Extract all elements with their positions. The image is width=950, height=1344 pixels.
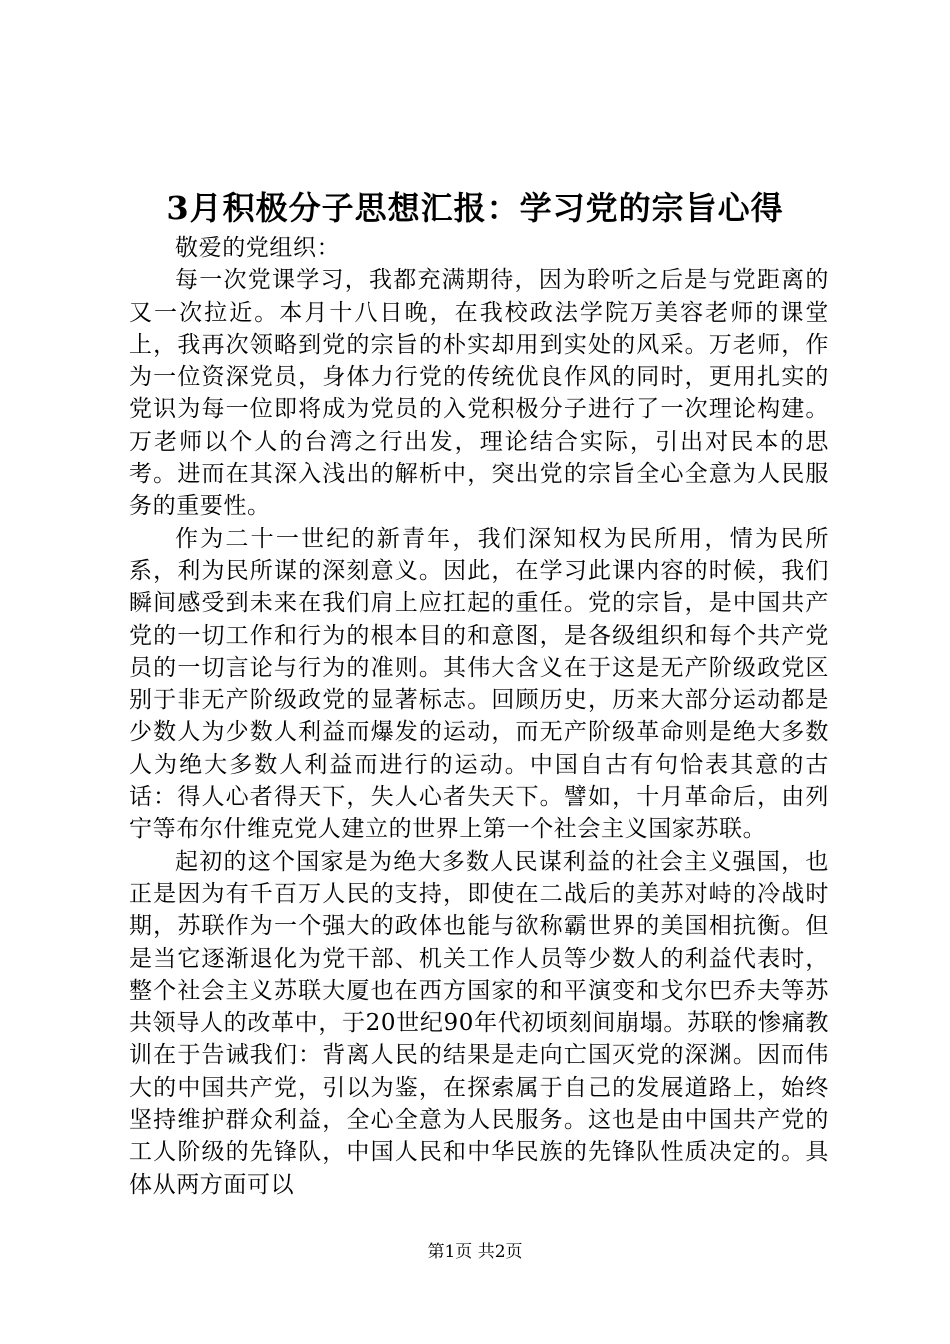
salutation: 敬爱的党组织： bbox=[175, 235, 341, 261]
document-body bbox=[129, 232, 829, 1201]
paragraph-3: 起初的这个国家是为绝大多数人民谋利益的社会主义强国，也正是因为有千百万人民的支持，即使在二战后的美苏对峙的冷战时期，苏联作为一个强大的政体也能与欲称霸世界的美国相抗衡。但是当它逐渐退化为党干部、机关工作人员等少数人的利益代表时，整个社会主义苏联大厦也在西方国家的和平演变和戈尔巴乔夫等苏共领导人的改革中，于20世纪90年代初顷刻间崩塌。苏联的惨痛教训在于告诫我们：背离人民的结果是走向亡国灭党的深渊。因而伟大的中国共产党，引以为鉴，在探索属于自己的发展道路上，始终坚持维护群众利益，全心全意为人民服务。这也是由中国共产党的工人阶级的先锋队，中国人民和中华民族的先锋队性质决定的。具体从两方面可以 bbox=[129, 848, 829, 1198]
page-number-footer: 第1页 共2页 bbox=[427, 1242, 523, 1262]
paragraph-2: 作为二十一世纪的新青年，我们深知权为民所用，情为民所系，利为民所谋的深刻意义。因此，在学习此课内容的时候，我们瞬间感受到未来在我们肩上应扛起的重任。党的宗旨，是中国共产党的一切工作和行为的根本目的和意图，是各级组织和每个共产党员的一切言论与行为的准则。其伟大含义在于这是无产阶级政党区别于非无产阶级政党的显著标志。回顾历史，历来大部分运动都是少数人为少数人利益而爆发的运动，而无产阶级革命则是绝大多数人为绝大多数人利益而进行的运动。中国自古有句恰表其意的古话：得人心者得天下，失人心者失天下。譬如，十月革命后，由列宁等布尔什维克党人建立的世界上第一个社会主义国家苏联。 bbox=[129, 525, 829, 843]
document-title: 3月积极分子思想汇报：学习党的宗旨心得 bbox=[166, 189, 784, 227]
paragraph-1: 每一次党课学习，我都充满期待，因为聆听之后是与党距离的又一次拉近。本月十八日晚，在我校政法学院万美容老师的课堂上，我再次领略到党的宗旨的朴实却用到实处的风采。万老师，作为一位资深党员，身体力行党的传统优良作风的同时，更用扎实的党识为每一位即将成为党员的入党积极分子进行了一次理论构建。万老师以个人的台湾之行出发，理论结合实际，引出对民本的思考。进而在其深入浅出的解析中，突出党的宗旨全心全意为人民服务的重要性。 bbox=[129, 267, 829, 520]
